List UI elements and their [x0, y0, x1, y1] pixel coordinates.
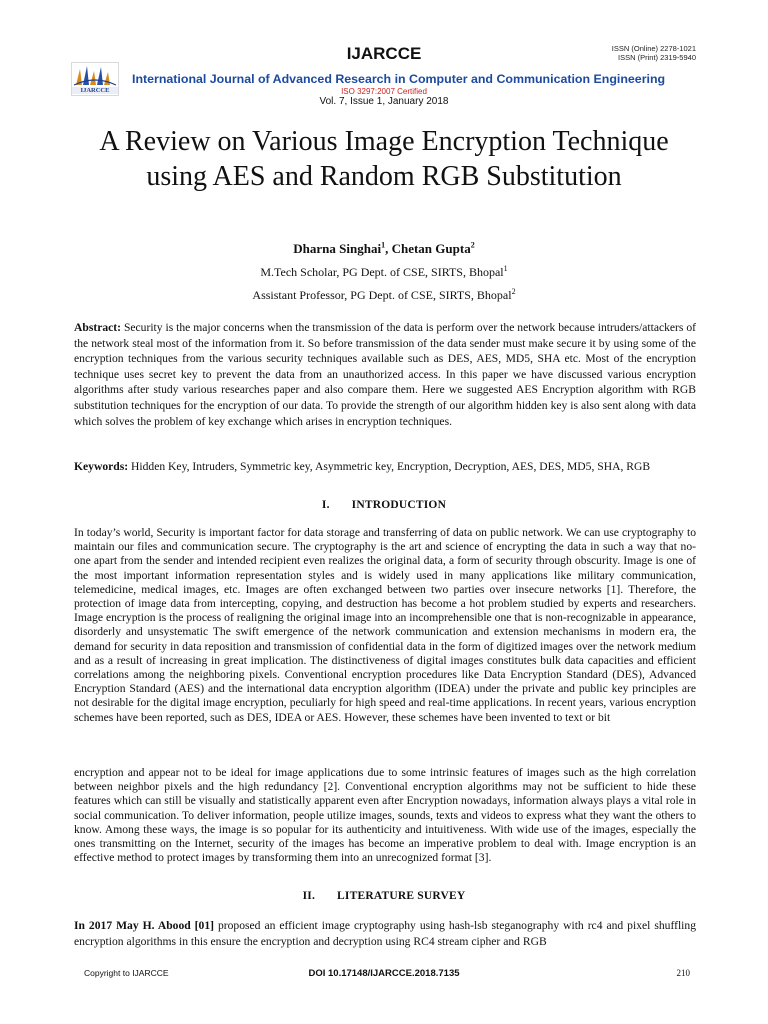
logo-text: IJARCCE	[72, 87, 118, 94]
literature-lead: In 2017 May H. Abood [01]	[74, 919, 214, 932]
section-title: LITERATURE SURVEY	[337, 890, 466, 902]
affiliation-1	[0, 265, 768, 280]
affiliation-2	[0, 288, 768, 303]
abstract-label: Abstract:	[74, 321, 122, 334]
author-superscript: 1	[381, 240, 386, 250]
section-number: I.	[321, 499, 330, 511]
footer-doi: DOI 10.17148/IJARCCE.2018.7135	[308, 968, 460, 979]
footer-copyright: Copyright to IJARCCE	[84, 968, 169, 978]
iso-certification: ISO 3297:2007 Certified	[341, 87, 427, 96]
affiliation-text: M.Tech Scholar, PG Dept. of CSE, SIRTS, Bhopal	[260, 265, 504, 279]
issn-print: ISSN (Print) 2319-5940	[618, 53, 696, 62]
literature-survey-paragraph	[74, 918, 696, 949]
section-number: II.	[302, 890, 316, 902]
author-name: Dharna Singhai	[293, 241, 382, 256]
abstract-text: Security is the major concerns when the transmission of the data is perform over the network because intruders/attackers of the network steal most of the information from it. So before transmission of the data sender must make secure it by using some of the encryption techniques from the various security techniques available such as DES, AES, MD5, SHA etc. Most of the encryption technique uses secret key to prevent the data from an unauthorized access. In this paper we have discussed various encryption algorithms after study various researches paper and also compare them. Here we suggested AES Encryption algorithm with RGB substitution techniques for the encryption of our data. To provide the strength of our algorithm hidden key is also sent along with data which solves the problem of key exchange which arises in encryption techniques.	[74, 321, 696, 428]
literature-text: proposed an efficient image cryptography using hash-lsb steganography with rc4 and pixel shuffling encryption algorithms in this ensure the encryption and decryption using RC4 stream cipher and RGB	[74, 919, 696, 948]
introduction-paragraph-2: encryption and appear not to be ideal for image applications due to some intrinsic features of images such as the high correlation between neighbor pixels and the high redundancy [2]. Conventional encryption algorithms may not be sufficient to hide these features which can still be visually and statistically apparent even after Encryption nowadays, information always plays a vital role in social communication. To deliver information, people utilize images, sounds, texts and videos to express what they want the others to know. Among these ways, the image is so popular for its authenticity and intuitiveness. With wide use of the images, especially the ones transmitting on the Internet, security of the images has become an imperative problem to deal with. Image encryption is an effective method to protect images by transforming them into an unrecognized format [3].	[74, 766, 696, 865]
keywords-text: Hidden Key, Intruders, Symmetric key, Asymmetric key, Encryption, Decryption, AES, DES, MD5, SHA, RGB	[131, 460, 651, 473]
paper-title: A Review on Various Image Encryption Technique using AES and Random RGB Substitution	[99, 126, 669, 192]
keywords-label: Keywords:	[74, 460, 129, 473]
journal-full-name: International Journal of Advanced Research in Computer and Communication Engineering	[132, 72, 666, 86]
section-title: INTRODUCTION	[351, 499, 447, 511]
introduction-paragraph-1: In today’s world, Security is important factor for data storage and transferring of data on public network. We can use cryptography to maintain our files and communication secure. The cryptography is the art and science of encrypting the data in such a way that no-one apart from the sender and intended recipient even realizes the original data, a form of security through obscurity. Image is one of the most important information representation styles and is widely used in many applications like military communication, telemedicine, medical images, etc. Images are often exchanged between two parties over insecure networks [1]. Therefore, the protection of image data from intercepting, copying, and destruction has become a hot problem studied by experts and researchers. Image encryption is the process of realigning the original image into an incomprehensible one that is non-recognizable in appearance, disorderly and unsystematic The swift emergence of the network communication and extension mechanisms in modern era, the demand for security in data reposition and transmission of confidential data in the form of digitized images over the network medium and as a result of increasing in great implication. The distinctiveness of digital images constitutes bulk data capacities and efficient correlations among the neighboring pixels. Conventional encryption procedures like Data Encryption Standard (DES), Advanced Encryption Standard (AES) and the international data encryption algorithm (IDEA) under the private and public key principles are not desirable for the digital image encryption, peculiarly for high speed and real-time applications. In recent years, various encryption schemes have been reported, such as DES, IDEA or AES. However, these schemes have been invented to text or bit	[74, 526, 696, 724]
author-name: Chetan Gupta	[391, 241, 471, 256]
page-number: 210	[676, 968, 690, 978]
author-superscript: 2	[470, 240, 475, 250]
logo-graphic-icon	[72, 63, 118, 87]
abstract	[74, 320, 696, 429]
keywords	[74, 459, 696, 475]
authors-line	[0, 241, 768, 257]
section-heading-literature-survey	[0, 890, 768, 902]
issn-block	[612, 44, 696, 62]
section-heading-introduction	[0, 499, 768, 511]
author-separator: ,	[385, 241, 392, 256]
affiliation-text: Assistant Professor, PG Dept. of CSE, SIRTS, Bhopal	[252, 288, 512, 302]
affiliation-superscript: 2	[511, 287, 516, 296]
affiliation-superscript: 1	[503, 264, 508, 273]
volume-issue: Vol. 7, Issue 1, January 2018	[319, 96, 449, 107]
journal-abbrev: IJARCCE	[346, 44, 422, 63]
issn-online: ISSN (Online) 2278-1021	[611, 44, 696, 53]
